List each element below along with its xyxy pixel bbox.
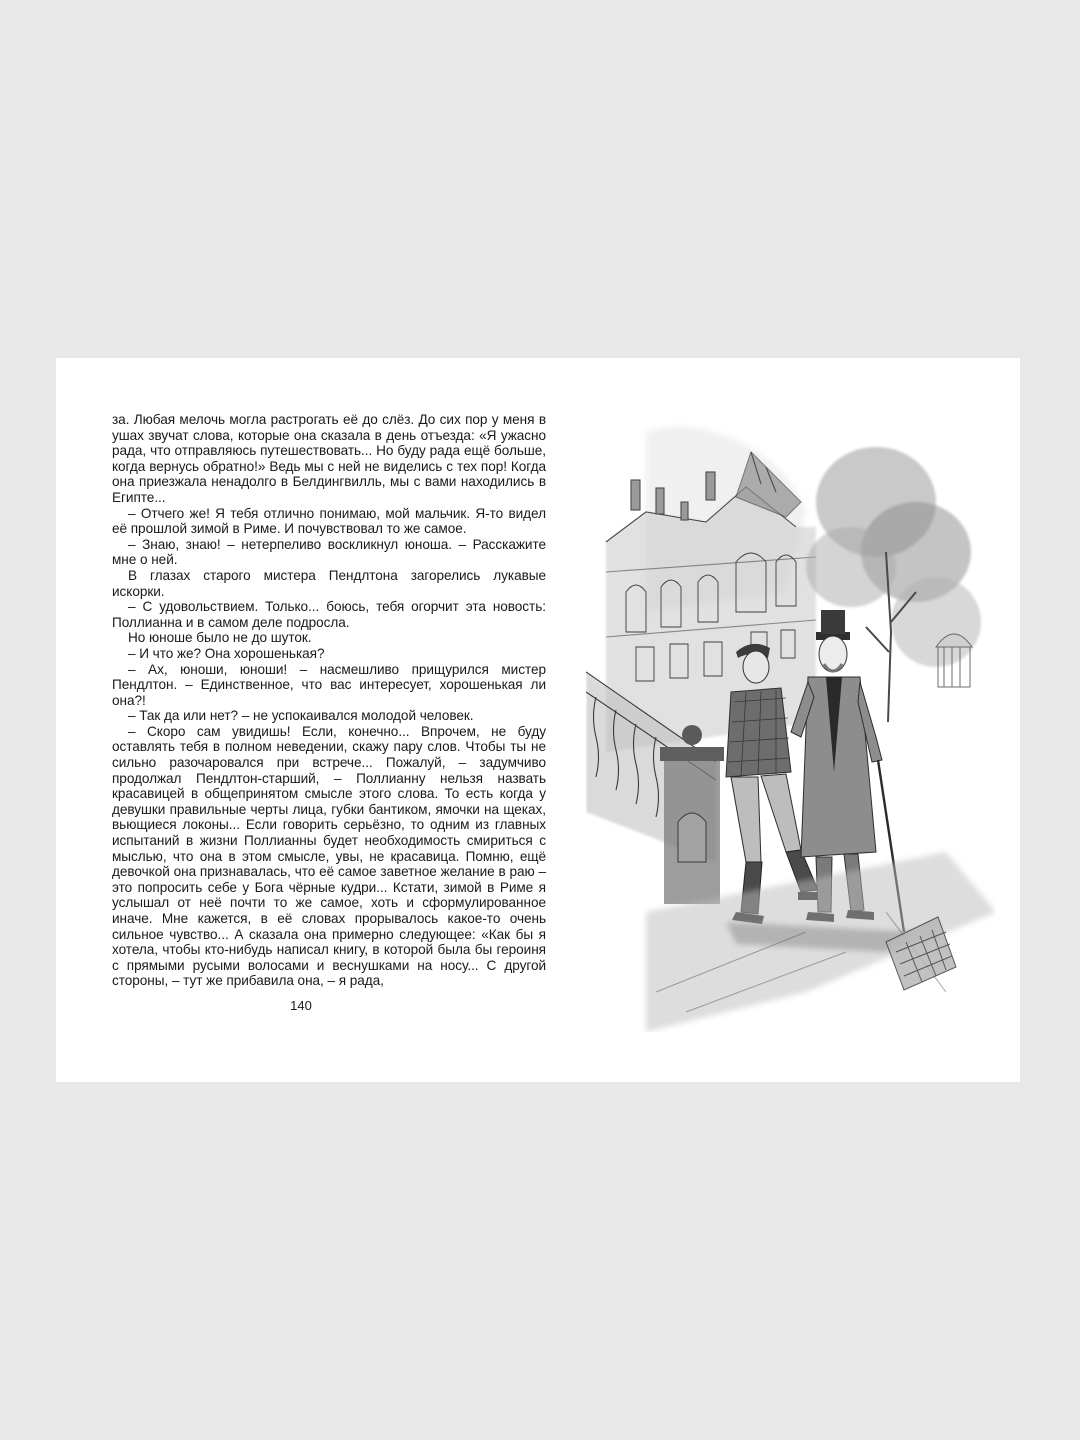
ink-wash-illustration — [586, 392, 996, 1032]
paragraph-4: В глазах старого мистера Пендлтона загорелись лукавые искорки. — [112, 567, 546, 599]
paragraph-10: – Скоро сам увидишь! Если, конечно... Впрочем, не буду оставлять тебя в полном неведении, скажу пару слов. Чтобы ты не сильно разочаровался при встрече... Пожалуй, – задумчиво продолжал Пендлтон-старший, – Поллианну нельзя назвать красавицей в общепринятом смысле этого слова. То есть когда у девушки правильные черты лица, губки бантиком, ямочки на щеках, вьющиеся локоны... Если говорить серьёзно, то одним из главных испытаний в жизни Поллианны будет необходимость смириться с мыслью, что она в этом смысле, увы, не красавица. Помню, ещё девочкой она признавалась, что её самое заветное желание в раю – это попросить себе у Бога чёрные кудри... Кстати, зимой в Риме я услышал от неё почти то же самое, хоть и сформулированное иначе. Мне кажется, в её словах прорывалось какое-то очень сильное чувство... А сказала она примерно следующее: «Как бы я хотела, чтобы кто-нибудь написал книгу, в которой была бы героиня с прямыми русыми волосами и веснушками на носу... С другой стороны, – тут же прибавила она, – я рада, — [112, 723, 546, 989]
page-number: 140 — [290, 998, 312, 1013]
paragraph-1: за. Любая мелочь могла растрогать её до слёз. До сих пор у меня в ушах звучат слова, которые она сказала в день отъезда: «Я ужасно рада, что отправляюсь путешествовать... Но буду рада ещё больше, когда вернусь обратно!» Ведь мы с ней не виделись с тех пор! Когда она приезжала ненадолго в Белдингвилль, мы с вами находились в Египте... — [112, 412, 546, 505]
paragraph-6: Но юноше было не до шуток. — [128, 630, 312, 646]
paragraph-5: – С удовольствием. Только... боюсь, тебя огорчит эта новость: Поллианна и в самом деле подросла. — [112, 599, 546, 630]
paragraph-7: – И что же? Она хорошенькая? — [128, 645, 325, 661]
paragraph-8: – Ах, юноши, юноши! – насмешливо прищурился мистер Пендлтон. – Единственное, что вас интересует, хорошенькая ли она?! — [112, 661, 546, 708]
paragraph-2: – Отчего же! Я тебя отлично понимаю, мой мальчик. Я-то видел её прошлой зимой в Риме. И почувствовал то же самое. — [112, 505, 546, 537]
paragraph-9: – Так да или нет? – не успокаивался молодой человек. — [128, 708, 474, 724]
paragraph-3: – Знаю, знаю! – нетерпеливо воскликнул юноша. – Расскажите мне о ней. — [112, 536, 546, 568]
book-spread — [56, 358, 1020, 1082]
left-page-text — [112, 412, 546, 989]
